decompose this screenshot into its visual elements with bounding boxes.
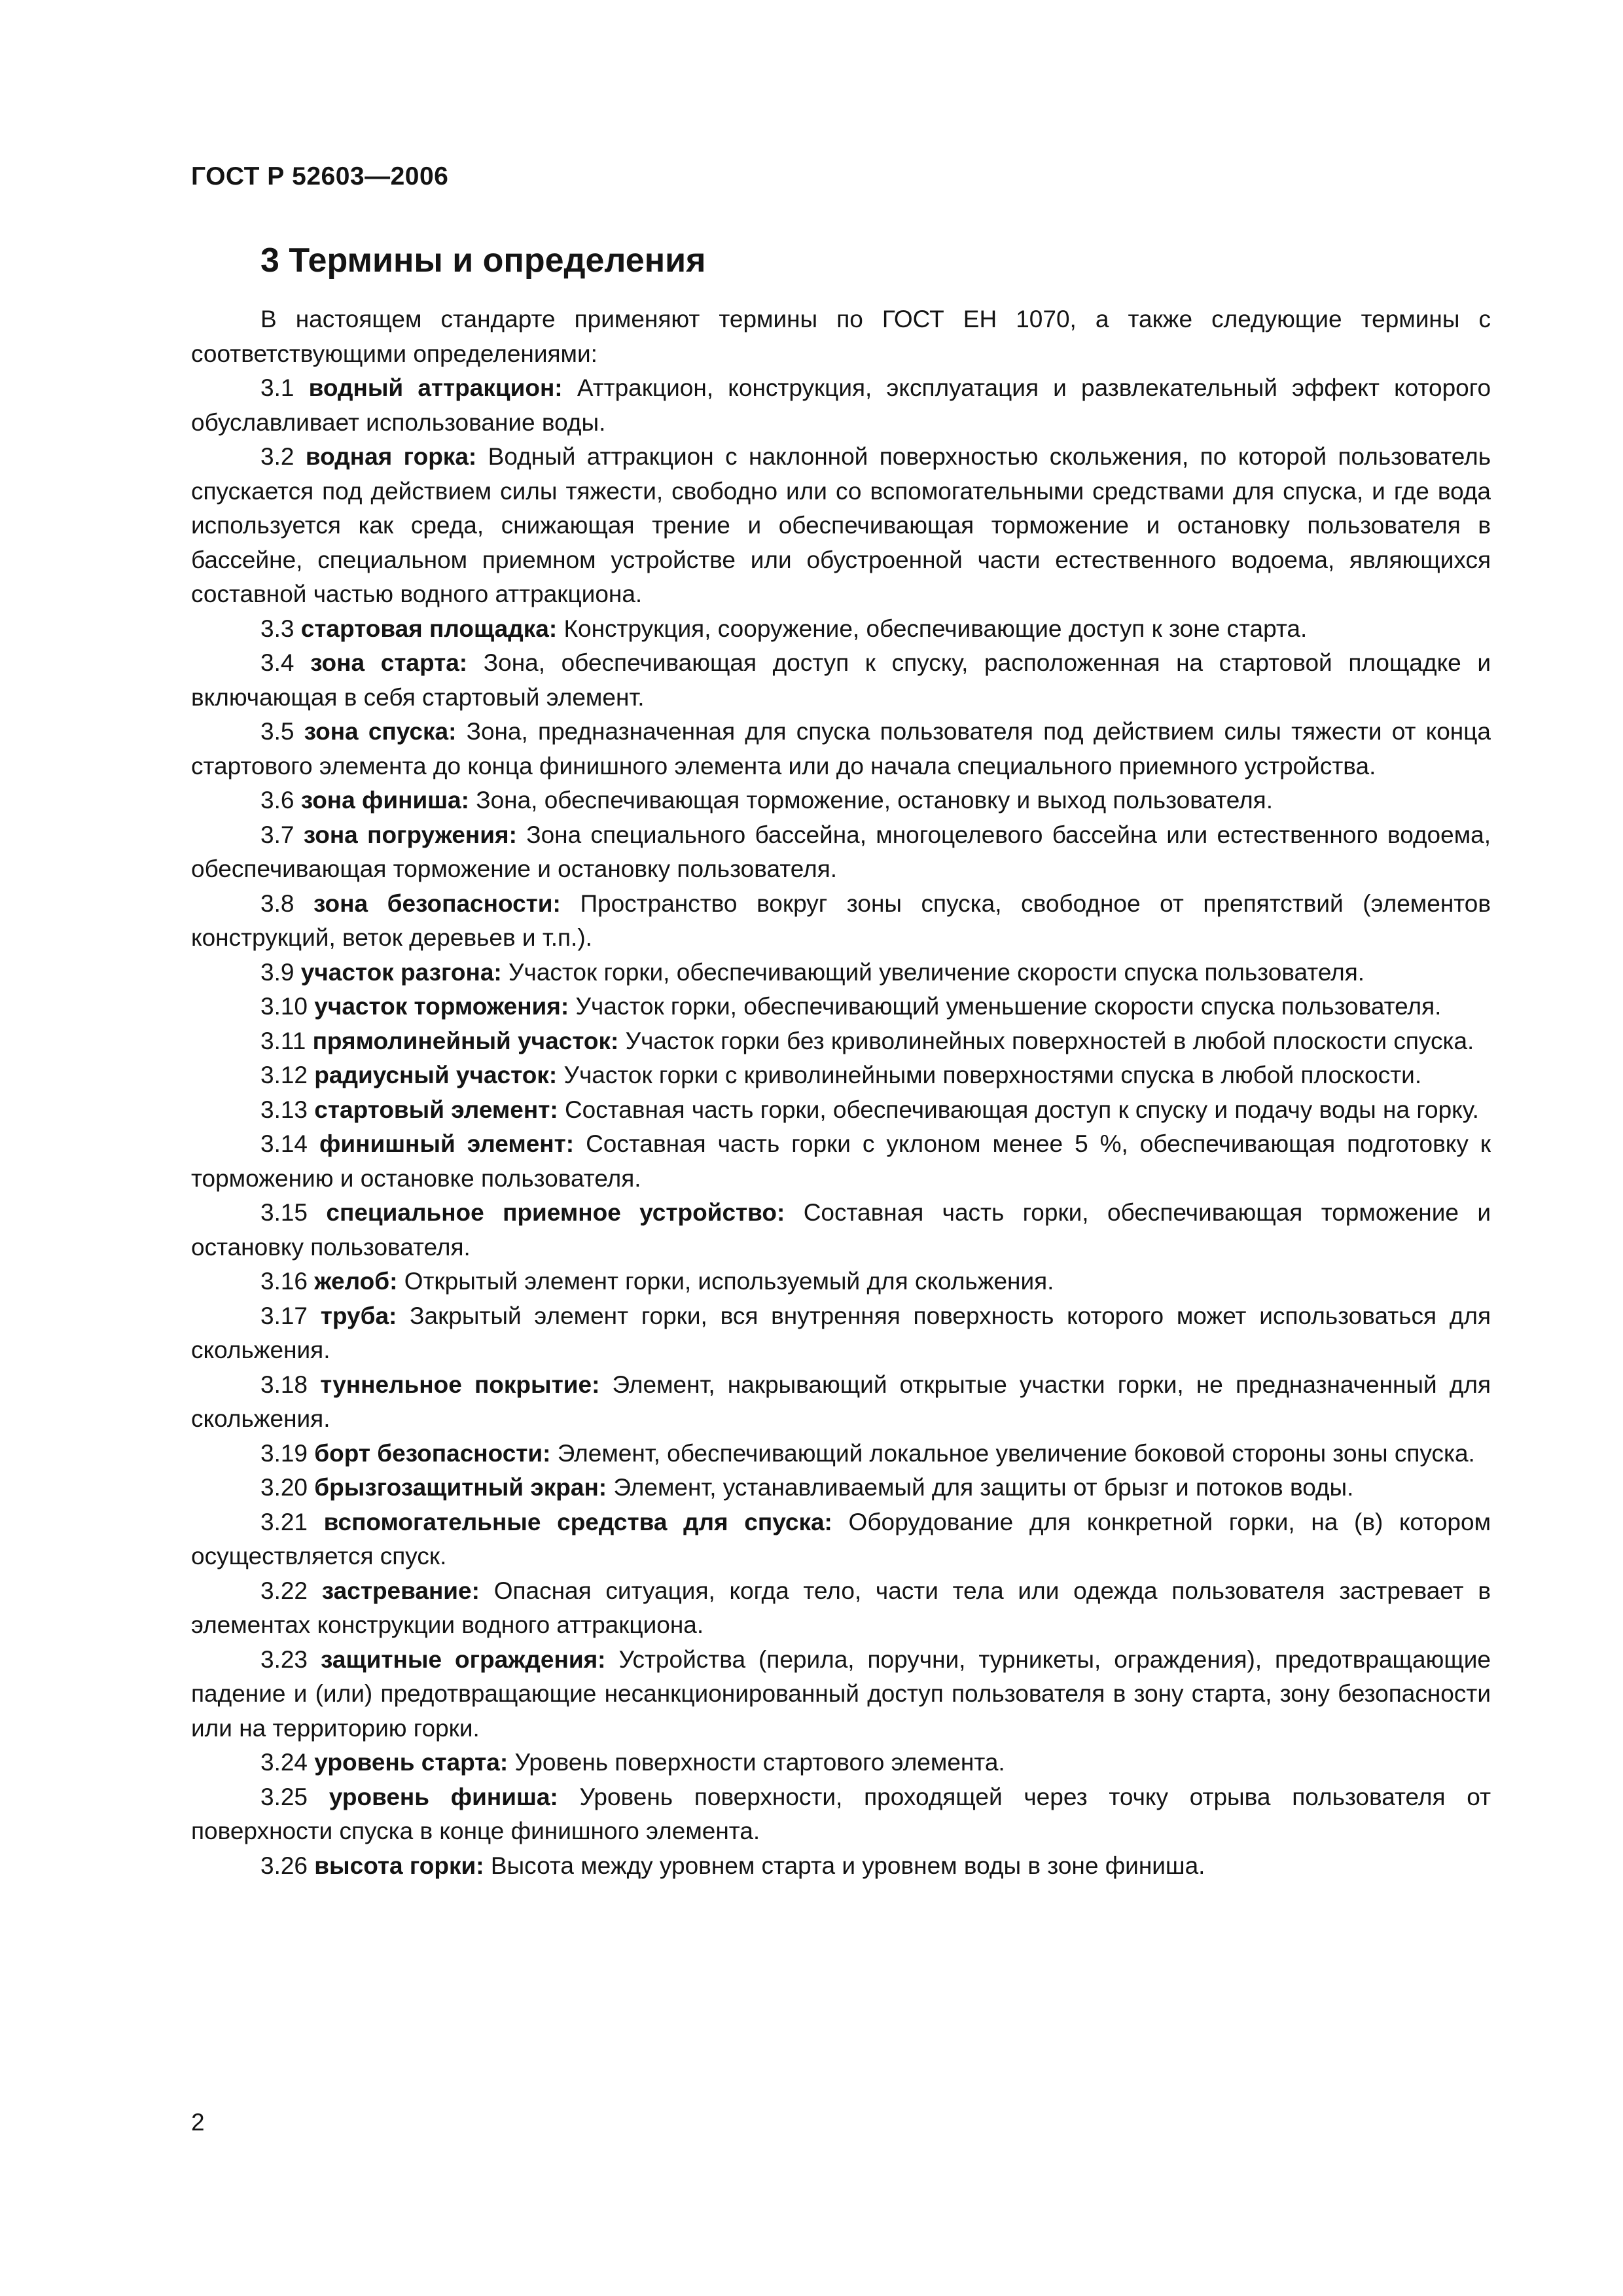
term-entry bbox=[191, 1574, 1491, 1643]
term-entry bbox=[191, 1196, 1491, 1265]
term-number: 3.5 bbox=[260, 718, 294, 745]
term-name: туннельное покрытие: bbox=[320, 1371, 600, 1398]
term-number: 3.3 bbox=[260, 615, 294, 642]
term-name: вспомогательные средства для спуска: bbox=[323, 1508, 832, 1535]
document-code-header: ГОСТ Р 52603—2006 bbox=[191, 162, 449, 190]
term-number: 3.25 bbox=[260, 1783, 308, 1810]
term-entry bbox=[191, 1746, 1491, 1780]
intro-paragraph: В настоящем стандарте применяют термины по ГОСТ ЕН 1070, а также следующие термины с соответствующими определениями: bbox=[191, 306, 1491, 367]
term-definition: Уровень поверхности, проходящей через точку отрыва пользователя от поверхности спуска в конце финишного элемента. bbox=[191, 1783, 1491, 1844]
term-number: 3.26 bbox=[260, 1852, 308, 1879]
term-name: стартовый элемент: bbox=[314, 1096, 558, 1123]
term-number: 3.9 bbox=[260, 958, 294, 986]
term-name: уровень финиша: bbox=[329, 1783, 558, 1810]
term-name: участок разгона: bbox=[300, 958, 502, 986]
term-definition: Составная часть горки, обеспечивающая доступ к спуску и подачу воды на горку. bbox=[564, 1096, 1479, 1123]
term-number: 3.6 bbox=[260, 787, 294, 814]
term-entry bbox=[191, 1093, 1491, 1128]
terms-list bbox=[191, 371, 1491, 1883]
term-definition: Открытый элемент горки, используемый для скольжения. bbox=[404, 1268, 1054, 1295]
term-entry bbox=[191, 887, 1491, 956]
term-number: 3.19 bbox=[260, 1439, 308, 1467]
term-number: 3.17 bbox=[260, 1302, 308, 1329]
term-name: участок торможения: bbox=[314, 993, 569, 1020]
term-definition: Элемент, обеспечивающий локальное увеличение боковой стороны зоны спуска. bbox=[557, 1439, 1475, 1467]
term-name: высота горки: bbox=[314, 1852, 484, 1879]
term-entry bbox=[191, 612, 1491, 647]
term-name: зона старта: bbox=[310, 649, 468, 676]
term-number: 3.4 bbox=[260, 649, 294, 676]
term-definition: Элемент, устанавливаемый для защиты от брызг и потоков воды. bbox=[613, 1474, 1354, 1501]
term-number: 3.23 bbox=[260, 1645, 308, 1673]
term-number: 3.15 bbox=[260, 1199, 308, 1226]
term-name: борт безопасности: bbox=[314, 1439, 551, 1467]
document-body bbox=[191, 302, 1491, 1883]
term-number: 3.14 bbox=[260, 1130, 308, 1157]
term-name: застревание: bbox=[321, 1577, 480, 1604]
term-number: 3.11 bbox=[260, 1027, 306, 1054]
term-name: водный аттракцион: bbox=[308, 374, 563, 401]
term-definition: Элемент, накрывающий открытые участки горки, не предназначенный для скольжения. bbox=[191, 1371, 1491, 1432]
term-definition: Зона, обеспечивающая торможение, остановку и выход пользователя. bbox=[476, 787, 1273, 814]
term-name: водная горка: bbox=[305, 443, 477, 470]
term-definition: Устройства (перила, поручни, турникеты, ограждения), предотвращающие падение и (или) предотвращающие несанкционированный доступ пользователя в зону старта, зону безопасности или на территорию горки. bbox=[191, 1645, 1491, 1742]
term-definition: Водный аттракцион с наклонной поверхностью скольжения, по которой пользователь спускается под действием силы тяжести, свободно или со вспомогательными средствами для спуска, и где вода используется как среда, снижающая трение и обеспечивающая торможение и остановку пользователя в бассейне, специальном приемном устройстве или обустроенной части естественного водоема, являющихся составной частью водного аттракциона. bbox=[191, 443, 1491, 607]
term-number: 3.24 bbox=[260, 1749, 308, 1776]
term-entry bbox=[191, 646, 1491, 715]
term-entry bbox=[191, 956, 1491, 990]
page-number: 2 bbox=[191, 2109, 205, 2136]
term-number: 3.20 bbox=[260, 1474, 308, 1501]
term-number: 3.1 bbox=[260, 374, 294, 401]
term-definition: Составная часть горки с уклоном менее 5 %, обеспечивающая подготовку к торможению и остановке пользователя. bbox=[191, 1130, 1491, 1192]
term-name: радиусный участок: bbox=[314, 1062, 558, 1088]
term-entry bbox=[191, 1024, 1491, 1059]
term-definition: Аттракцион, конструкция, эксплуатация и развлекательный эффект которого обуславливает использование воды. bbox=[191, 374, 1491, 436]
term-definition: Конструкция, сооружение, обеспечивающие доступ к зоне старта. bbox=[563, 615, 1308, 642]
term-definition: Участок горки, обеспечивающий увеличение скорости спуска пользователя. bbox=[508, 958, 1365, 986]
term-entry bbox=[191, 1368, 1491, 1437]
term-number: 3.13 bbox=[260, 1096, 308, 1123]
term-number: 3.21 bbox=[260, 1508, 308, 1535]
term-definition: Участок горки с криволинейными поверхностями спуска в любой плоскости. bbox=[563, 1062, 1422, 1088]
term-entry bbox=[191, 783, 1491, 818]
term-name: зона финиша: bbox=[300, 787, 469, 814]
term-name: финишный элемент: bbox=[319, 1130, 575, 1157]
term-name: зона безопасности: bbox=[313, 889, 561, 917]
term-name: защитные ограждения: bbox=[320, 1645, 606, 1673]
term-definition: Уровень поверхности стартового элемента. bbox=[514, 1749, 1005, 1776]
term-entry bbox=[191, 818, 1491, 887]
term-name: труба: bbox=[320, 1302, 397, 1329]
term-entry bbox=[191, 440, 1491, 612]
term-number: 3.18 bbox=[260, 1371, 308, 1398]
term-entry bbox=[191, 1437, 1491, 1471]
term-definition: Опасная ситуация, когда тело, части тела или одежда пользователя застревает в элементах конструкции водного аттракциона. bbox=[191, 1577, 1491, 1638]
term-entry bbox=[191, 1058, 1491, 1093]
term-definition: Пространство вокруг зоны спуска, свободное от препятствий (элементов конструкций, веток деревьев и т.п.). bbox=[191, 889, 1491, 951]
term-entry bbox=[191, 1643, 1491, 1746]
term-definition: Участок горки, обеспечивающий уменьшение скорости спуска пользователя. bbox=[575, 993, 1442, 1020]
term-entry bbox=[191, 371, 1491, 440]
section-title: 3 Термины и определения bbox=[260, 242, 706, 279]
term-number: 3.12 bbox=[260, 1062, 308, 1088]
term-entry bbox=[191, 1127, 1491, 1196]
term-name: брызгозащитный экран: bbox=[314, 1474, 607, 1501]
term-number: 3.10 bbox=[260, 993, 308, 1020]
term-name: прямолинейный участок: bbox=[312, 1027, 619, 1054]
term-entry bbox=[191, 1849, 1491, 1884]
term-name: желоб: bbox=[314, 1268, 398, 1295]
term-name: зона погружения: bbox=[303, 821, 517, 848]
term-name: уровень старта: bbox=[314, 1749, 508, 1776]
term-definition: Участок горки без криволинейных поверхностей в любой плоскости спуска. bbox=[625, 1027, 1474, 1054]
term-definition: Закрытый элемент горки, вся внутренняя поверхность которого может использоваться для скольжения. bbox=[191, 1302, 1491, 1363]
term-definition: Составная часть горки, обеспечивающая торможение и остановку пользователя. bbox=[191, 1199, 1491, 1261]
term-name: стартовая площадка: bbox=[300, 615, 558, 642]
term-number: 3.8 bbox=[260, 889, 294, 917]
term-definition: Зона, предназначенная для спуска пользователя под действием силы тяжести от конца стартового элемента до конца финишного элемента или до начала специального приемного устройства. bbox=[191, 718, 1491, 780]
term-number: 3.7 bbox=[260, 821, 294, 848]
term-definition: Оборудование для конкретной горки, на (в) котором осуществляется спуск. bbox=[191, 1508, 1491, 1570]
term-entry bbox=[191, 1471, 1491, 1505]
term-number: 3.2 bbox=[260, 443, 294, 470]
term-entry bbox=[191, 1299, 1491, 1368]
term-entry bbox=[191, 1265, 1491, 1299]
term-name: специальное приемное устройство: bbox=[326, 1199, 785, 1226]
term-entry bbox=[191, 715, 1491, 783]
term-definition: Зона, обеспечивающая доступ к спуску, расположенная на стартовой площадке и включающая в себя стартовый элемент. bbox=[191, 649, 1491, 711]
term-entry bbox=[191, 1780, 1491, 1849]
term-definition: Высота между уровнем старта и уровнем воды в зоне финиша. bbox=[490, 1852, 1205, 1879]
term-number: 3.22 bbox=[260, 1577, 308, 1604]
term-entry bbox=[191, 1505, 1491, 1574]
term-number: 3.16 bbox=[260, 1268, 308, 1295]
term-definition: Зона специального бассейна, многоцелевого бассейна или естественного водоема, обеспечивающая торможение и остановку пользователя. bbox=[191, 821, 1491, 882]
term-entry bbox=[191, 990, 1491, 1024]
term-name: зона спуска: bbox=[304, 718, 457, 745]
